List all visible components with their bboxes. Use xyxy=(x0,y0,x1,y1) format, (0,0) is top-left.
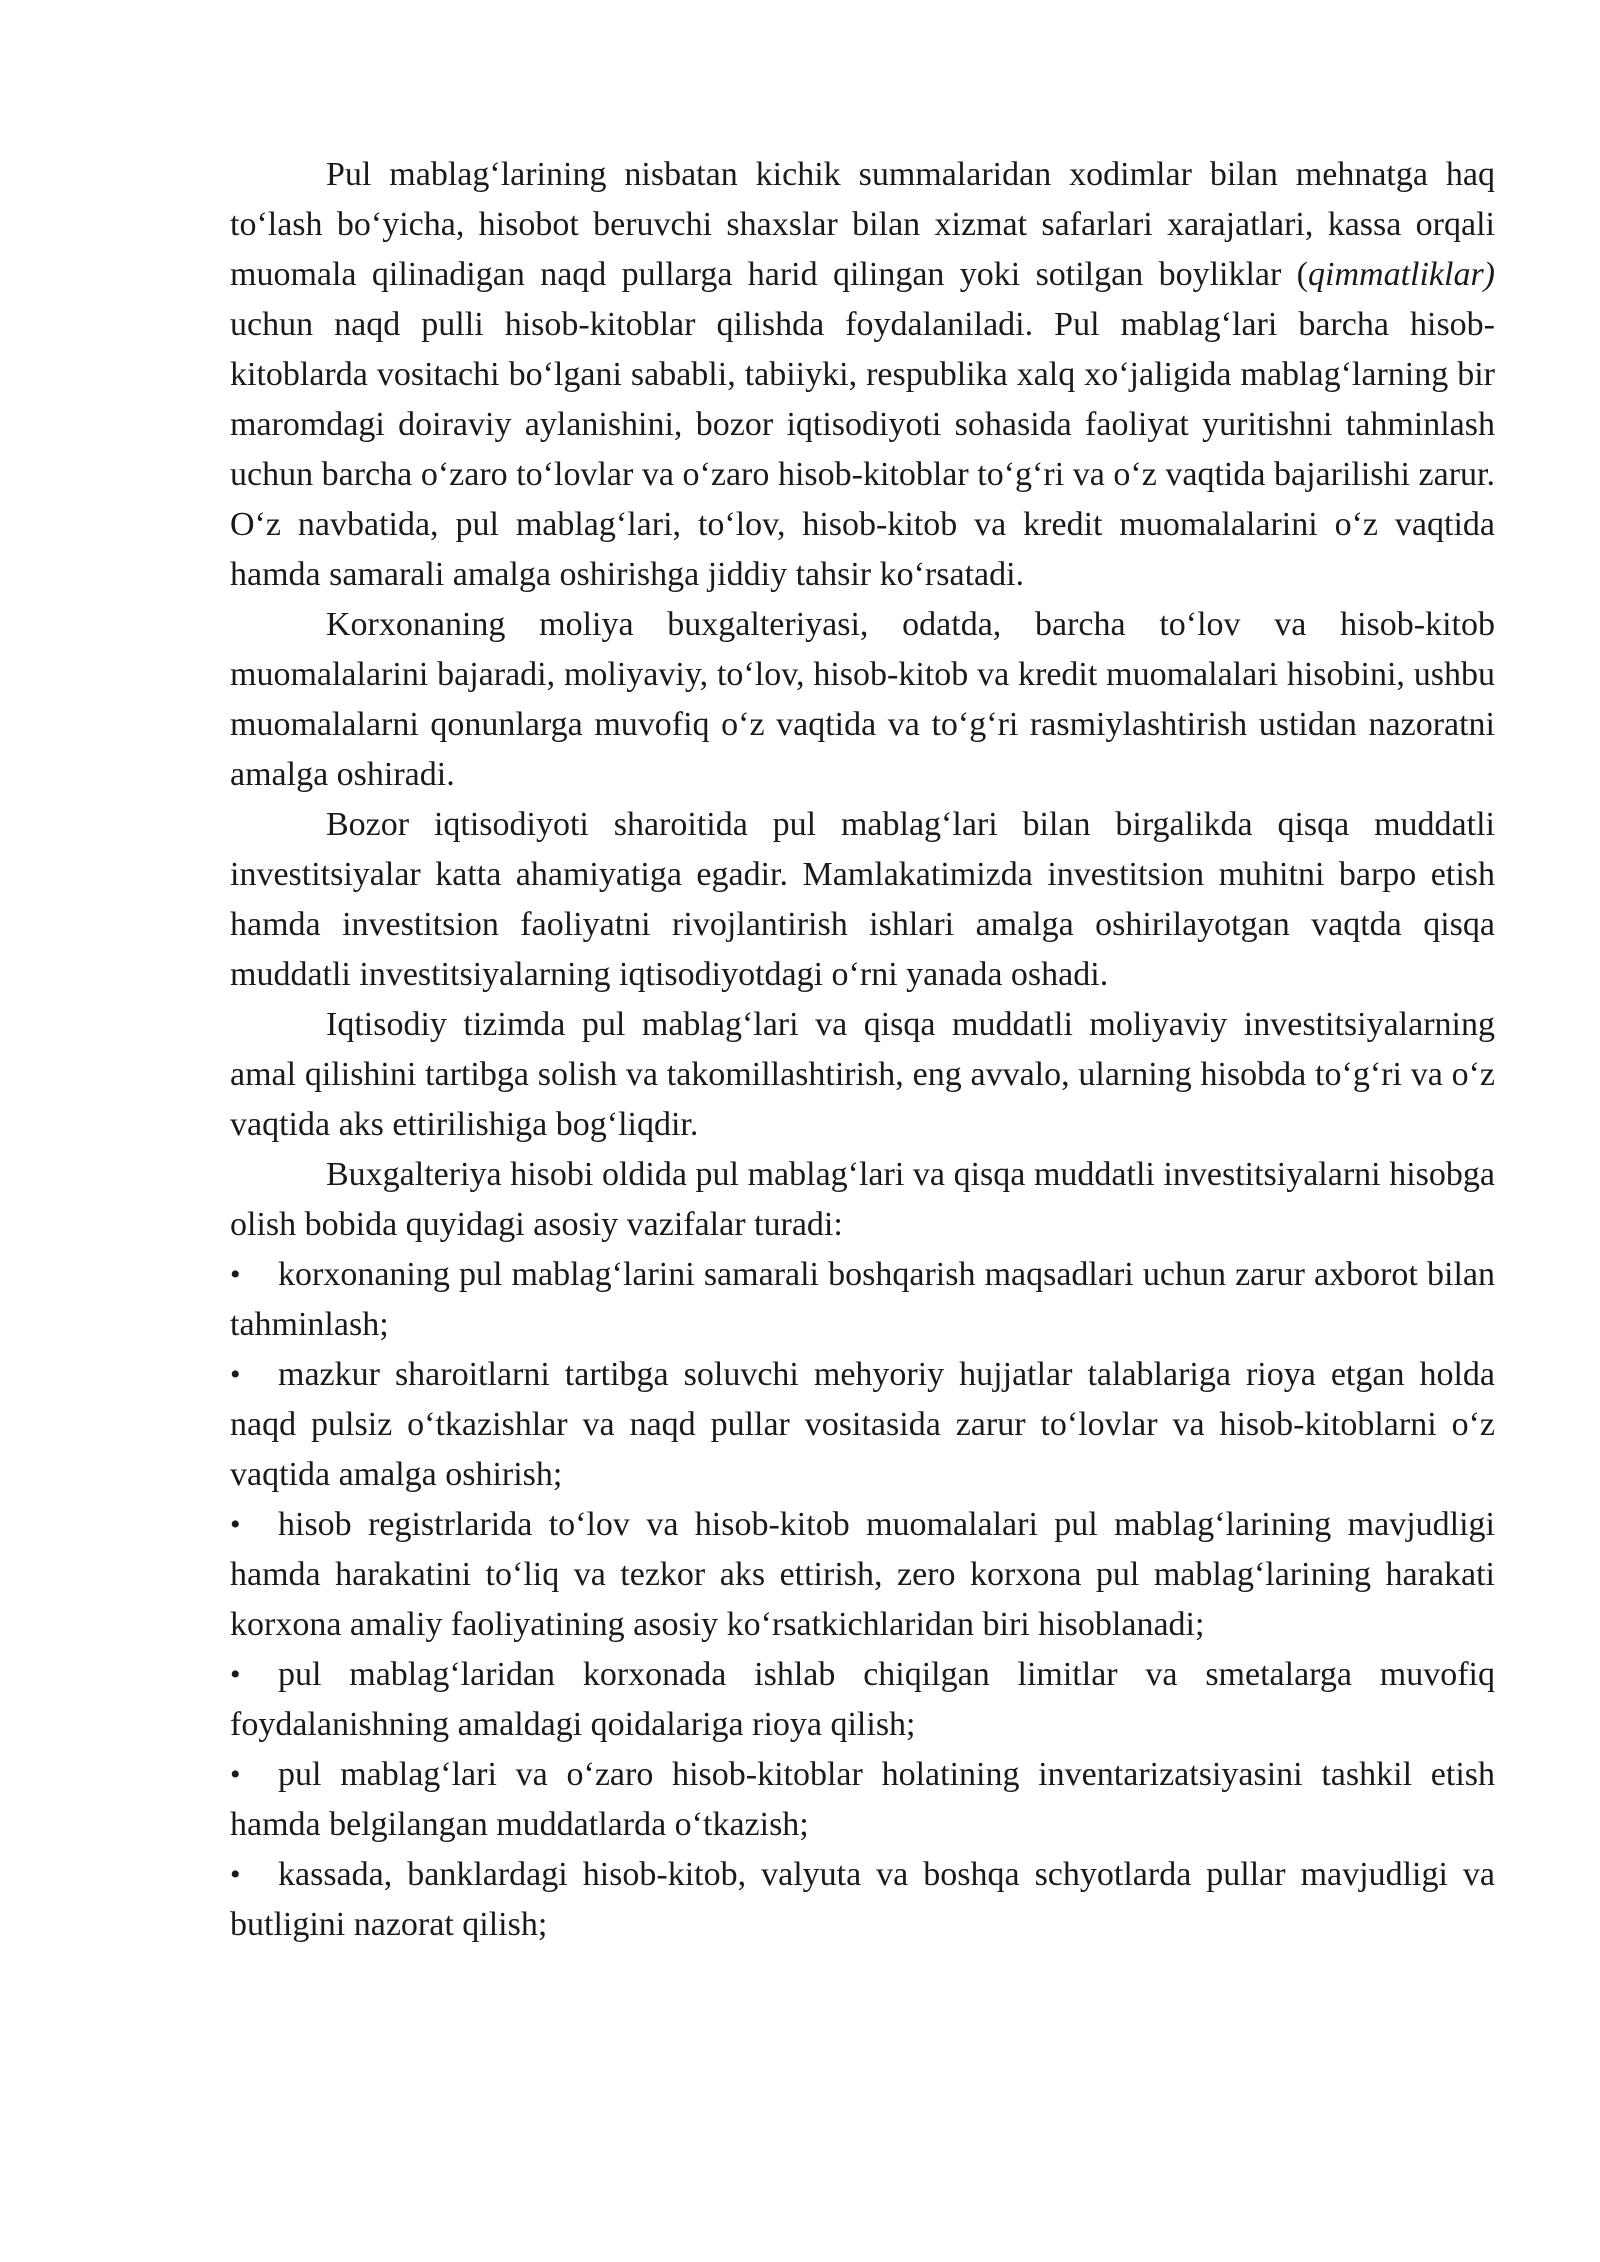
bullet-icon: • xyxy=(230,1758,241,1791)
bullet-icon: • xyxy=(230,1508,241,1541)
document-page xyxy=(230,150,1495,1950)
list-item-text: pul mablag‘lari va o‘zaro hisob-kitoblar holatining inventarizatsiyasini tashkil etish hamda belgilangan muddatlarda o‘tkazish; xyxy=(230,1756,1495,1843)
paragraph-1 xyxy=(230,150,1495,600)
paragraph-1-text-start: Pul mablag‘larining nisbatan kichik summalaridan xodimlar bilan mehnatga haq to‘lash bo‘yicha, hisobot beruvchi shaxslar bilan xizmat safarlari xarajatlari, kassa orqali muomala qilinadigan naqd pullarga harid qilingan yoki sotilgan boyliklar ( xyxy=(230,156,1495,293)
paragraph-2: Korxonaning moliya buxgalteriyasi, odatda, barcha to‘lov va hisob-kitob muomalalarini bajaradi, moliyaviy, to‘lov, hisob-kitob va kredit muomalalari hisobini, ushbu muomalalarni qonunlarga muvofiq o‘z vaqtida va to‘g‘ri rasmiylashtirish ustidan nazoratni amalga oshiradi. xyxy=(230,606,1495,793)
list-item-text: pul mablag‘laridan korxonada ishlab chiqilgan limitlar va smetalarga muvofiq foydalanishning amaldagi qoidalariga rioya qilish; xyxy=(230,1656,1495,1743)
list-item xyxy=(230,1500,1495,1650)
list-item xyxy=(230,1750,1495,1850)
bullet-icon: • xyxy=(230,1658,241,1691)
list-item-text: hisob registrlarida to‘lov va hisob-kitob muomalalari pul mablag‘larining mavjudligi hamda harakatini to‘liq va tezkor aks ettirish, zero korxona pul mablag‘larining harakati korxona amaliy faoliyatining asosiy ko‘rsatkichlaridan biri hisoblanadi; xyxy=(230,1506,1495,1643)
paragraph-3: Bozor iqtisodiyoti sharoitida pul mablag‘lari bilan birgalikda qisqa muddatli investitsiyalar katta ahamiyatiga egadir. Mamlakatimizda investitsion muhitni barpo etish hamda investitsion faoliyatni rivojlantirish ishlari amalga oshirilayotgan vaqtda qisqa muddatli investitsiyalarning iqtisodiyotdagi o‘rni yanada oshadi. xyxy=(230,806,1495,993)
list-item-text: korxonaning pul mablag‘larini samarali boshqarish maqsadlari uchun zarur axborot bilan tahminlash; xyxy=(230,1256,1495,1343)
bullet-icon: • xyxy=(230,1258,241,1291)
paragraph-1-italic-term: qimmatliklar) xyxy=(1308,256,1495,293)
bullet-icon: • xyxy=(230,1358,241,1391)
list-item xyxy=(230,1650,1495,1750)
list-item-text: kassada, banklardagi hisob-kitob, valyuta va boshqa schyotlarda pullar mavjudligi va butligini nazorat qilish; xyxy=(230,1856,1495,1943)
list-item xyxy=(230,1850,1495,1950)
list-item xyxy=(230,1350,1495,1500)
list-item xyxy=(230,1250,1495,1350)
paragraph-5: Buxgalteriya hisobi oldida pul mablag‘lari va qisqa muddatli investitsiyalarni hisobga olish bobida quyidagi asosiy vazifalar turadi: xyxy=(230,1156,1495,1243)
list-item-text: mazkur sharoitlarni tartibga soluvchi mehyoriy hujjatlar talablariga rioya etgan holda naqd pulsiz o‘tkazishlar va naqd pullar vositasida zarur to‘lovlar va hisob-kitoblarni o‘z vaqtida amalga oshirish; xyxy=(230,1356,1495,1493)
bullet-icon: • xyxy=(230,1858,241,1891)
paragraph-1-text-end: uchun naqd pulli hisob-kitoblar qilishda foydalaniladi. Pul mablag‘lari barcha hisob-kitoblarda vositachi bo‘lgani sababli, tabiiyki, respublika xalq xo‘jaligida mablag‘larning bir maromdagi doiraviy aylanishini, bozor iqtisodiyoti sohasida faoliyat yuritishni tahminlash uchun barcha o‘zaro to‘lovlar va o‘zaro hisob-kitoblar to‘g‘ri va o‘z vaqtida bajarilishi zarur. O‘z navbatida, pul mablag‘lari, to‘lov, hisob-kitob va kredit muomalalarini o‘z vaqtida hamda samarali amalga oshirishga jiddiy tahsir ko‘rsatadi. xyxy=(230,306,1495,593)
paragraph-4: Iqtisodiy tizimda pul mablag‘lari va qisqa muddatli moliyaviy investitsiyalarning amal qilishini tartibga solish va takomillashtirish, eng avvalo, ularning hisobda to‘g‘ri va o‘z vaqtida aks ettirilishiga bog‘liqdir. xyxy=(230,1006,1495,1143)
